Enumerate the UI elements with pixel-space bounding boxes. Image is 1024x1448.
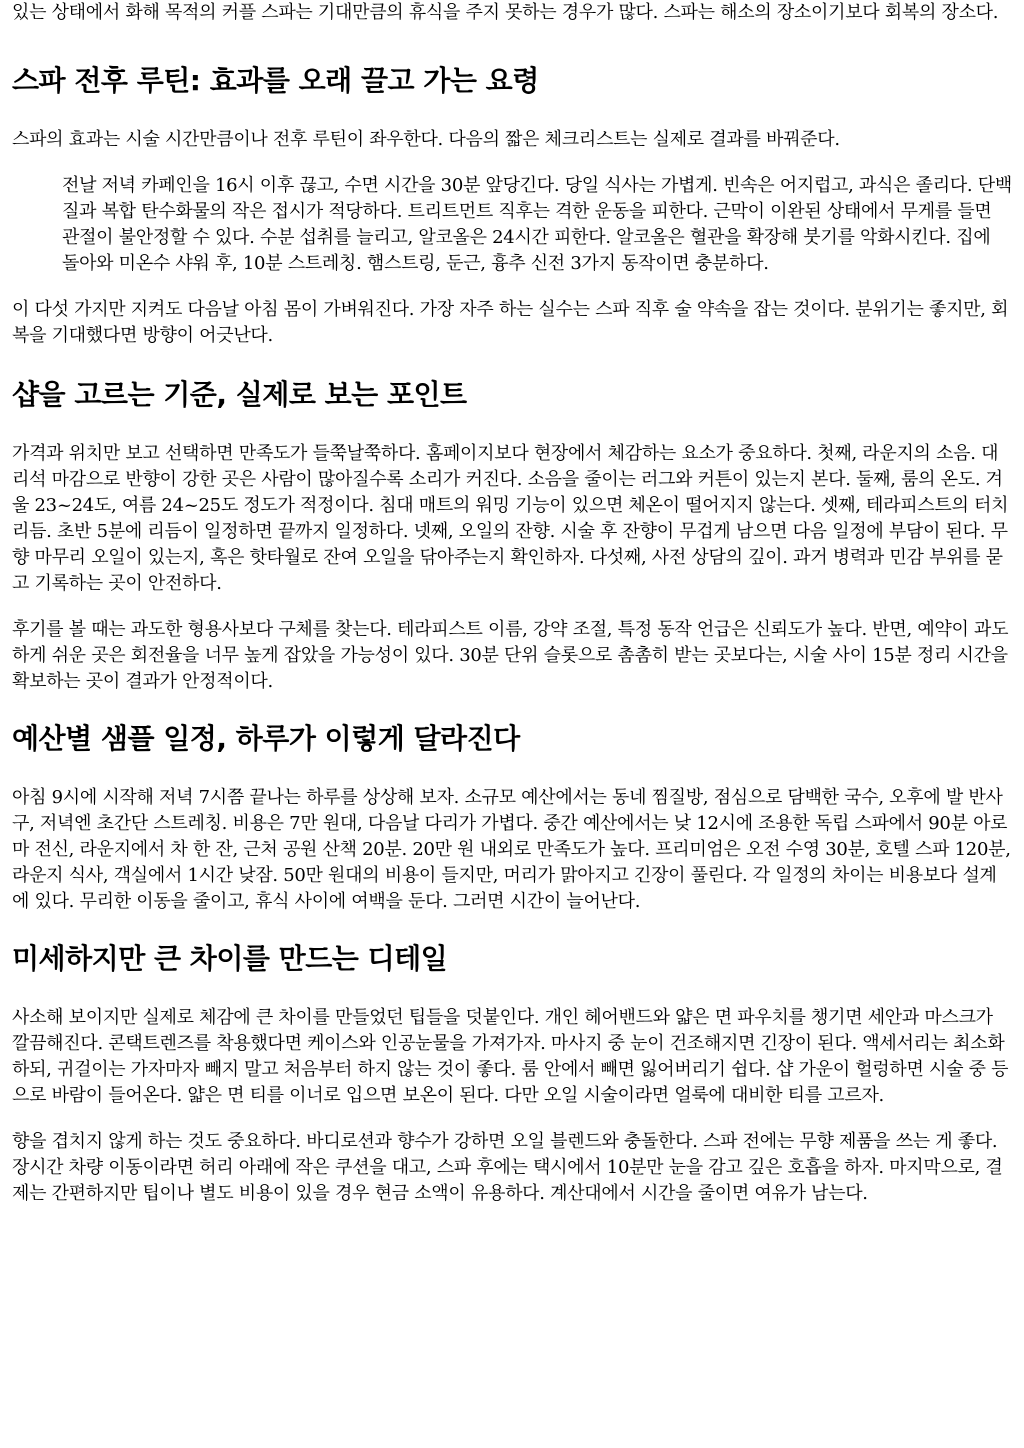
section-heading-shop-criteria: 샵을 고르는 기준, 실제로 보는 포인트 bbox=[12, 378, 467, 411]
budget-schedule-paragraph: 아침 9시에 시작해 저녁 7시쯤 끝나는 하루를 상상해 보자. 소규모 예산에서는 동네 찜질방, 점심으로 담백한 국수, 오후에 발 반사구, 저녁엔 초간단 스트레칭. 비용은 7만 원대, 다음날 다리가 가볍다. 중간 예산에서는 낮 12시에 조용한 독립 스파에서 90분 아로마 전신, 라운지에서 차 한 잔, 근처 공원 산책 20분. 20만 원 내외로 만족도가 높다. 프리미엄은 오전 수영 30분, 호텔 스파 120분, 라운지 식사, 객실에서 1시간 낮잠. 50만 원대의 비용이 들지만, 머리가 맑아지고 긴장이 풀린다. 각 일정의 차이는 비용보다 설계에 있다. 무리한 이동을 줄이고, 휴식 사이에 여백을 둔다. 그러면 시간이 늘어난다. bbox=[12, 787, 1011, 912]
article bbox=[12, 0, 1012, 1207]
routine-after-paragraph: 이 다섯 가지만 지켜도 다음날 아침 몸이 가벼워진다. 가장 자주 하는 실수는 스파 직후 술 약속을 잡는 것이다. 분위기는 좋지만, 회복을 기대했다면 방향이 어긋난다. bbox=[12, 299, 1009, 346]
section-heading-routine: 스파 전후 루틴: 효과를 오래 끌고 가는 요령 bbox=[12, 64, 539, 97]
scent-paragraph: 향을 겹치지 않게 하는 것도 중요하다. 바디로션과 향수가 강하면 오일 블렌드와 충돌한다. 스파 전에는 무향 제품을 쓰는 게 좋다. 장시간 차량 이동이라면 허리 아래에 작은 쿠션을 대고, 스파 후에는 택시에서 10분만 눈을 감고 깊은 호흡을 하자. 마지막으로, 결제는 간편하지만 팁이나 별도 비용이 있을 경우 현금 소액이 유용하다. 계산대에서 시간을 줄이면 여유가 남는다. bbox=[12, 1131, 1003, 1204]
section-heading-details: 미세하지만 큰 차이를 만드는 디테일 bbox=[12, 942, 448, 975]
intro-paragraph: 있는 상태에서 화해 목적의 커플 스파는 기대만큼의 휴식을 주지 못하는 경우가 많다. 스파는 해소의 장소이기보다 회복의 장소다. bbox=[12, 2, 999, 23]
routine-checklist-quote: 전날 저녁 카페인을 16시 이후 끊고, 수면 시간을 30분 앞당긴다. 당일 식사는 가볍게. 빈속은 어지럽고, 과식은 졸리다. 단백질과 복합 탄수화물의 작은 접시가 적당하다. 트리트먼트 직후는 격한 운동을 피한다. 근막이 이완된 상태에서 무게를 들면 관절이 불안정할 수 있다. 수분 섭취를 늘리고, 알코올은 24시간 피한다. 알코올은 혈관을 확장해 붓기를 악화시킨다. 집에 돌아와 미온수 샤워 후, 10분 스트레칭. 햄스트링, 둔근, 흉추 신전 3가지 동작이면 충분하다. bbox=[62, 175, 1012, 274]
section-heading-budget-schedule: 예산별 샘플 일정, 하루가 이렇게 달라진다 bbox=[12, 722, 520, 755]
shop-criteria-paragraph: 가격과 위치만 보고 선택하면 만족도가 들쭉날쭉하다. 홈페이지보다 현장에서 체감하는 요소가 중요하다. 첫째, 라운지의 소음. 대리석 마감으로 반향이 강한 곳은 사람이 많아질수록 소리가 커진다. 소음을 줄이는 러그와 커튼이 있는지 본다. 둘째, 룸의 온도. 겨울 23~24도, 여름 24~25도 정도가 적정이다. 침대 매트의 워밍 기능이 있으면 체온이 떨어지지 않는다. 셋째, 테라피스트의 터치 리듬. 초반 5분에 리듬이 일정하면 끝까지 일정하다. 넷째, 오일의 잔향. 시술 후 잔향이 무겁게 남으면 다음 일정에 부담이 된다. 무향 마무리 오일이 있는지, 혹은 핫타월로 잔여 오일을 닦아주는지 확인하자. 다섯째, 사전 상담의 깊이. 과거 병력과 민감 부위를 묻고 기록하는 곳이 안전하다. bbox=[12, 443, 1009, 594]
routine-paragraph: 스파의 효과는 시술 시간만큼이나 전후 루틴이 좌우한다. 다음의 짧은 체크리스트는 실제로 결과를 바꿔준다. bbox=[12, 129, 840, 150]
details-paragraph: 사소해 보이지만 실제로 체감에 큰 차이를 만들었던 팁들을 덧붙인다. 개인 헤어밴드와 얇은 면 파우치를 챙기면 세안과 마스크가 깔끔해진다. 콘택트렌즈를 착용했다면 케이스와 인공눈물을 가져가자. 마사지 중 눈이 건조해지면 긴장이 된다. 액세서리는 최소화하되, 귀걸이는 가자마자 빼지 말고 처음부터 하지 않는 것이 좋다. 룸 안에서 빼면 잃어버리기 쉽다. 샵 가운이 헐렁하면 시술 중 등으로 바람이 들어온다. 얇은 면 티를 이너로 입으면 보온이 된다. 다만 오일 시술이라면 얼룩에 대비한 티를 고르자. bbox=[12, 1007, 1009, 1106]
shop-reviews-paragraph: 후기를 볼 때는 과도한 형용사보다 구체를 찾는다. 테라피스트 이름, 강약 조절, 특정 동작 언급은 신뢰도가 높다. 반면, 예약이 과도하게 쉬운 곳은 회전율을 너무 높게 잡았을 가능성이 있다. 30분 단위 슬롯으로 촘촘히 받는 곳보다는, 시술 사이 15분 정리 시간을 확보하는 곳이 결과가 안정적이다. bbox=[12, 619, 1009, 692]
